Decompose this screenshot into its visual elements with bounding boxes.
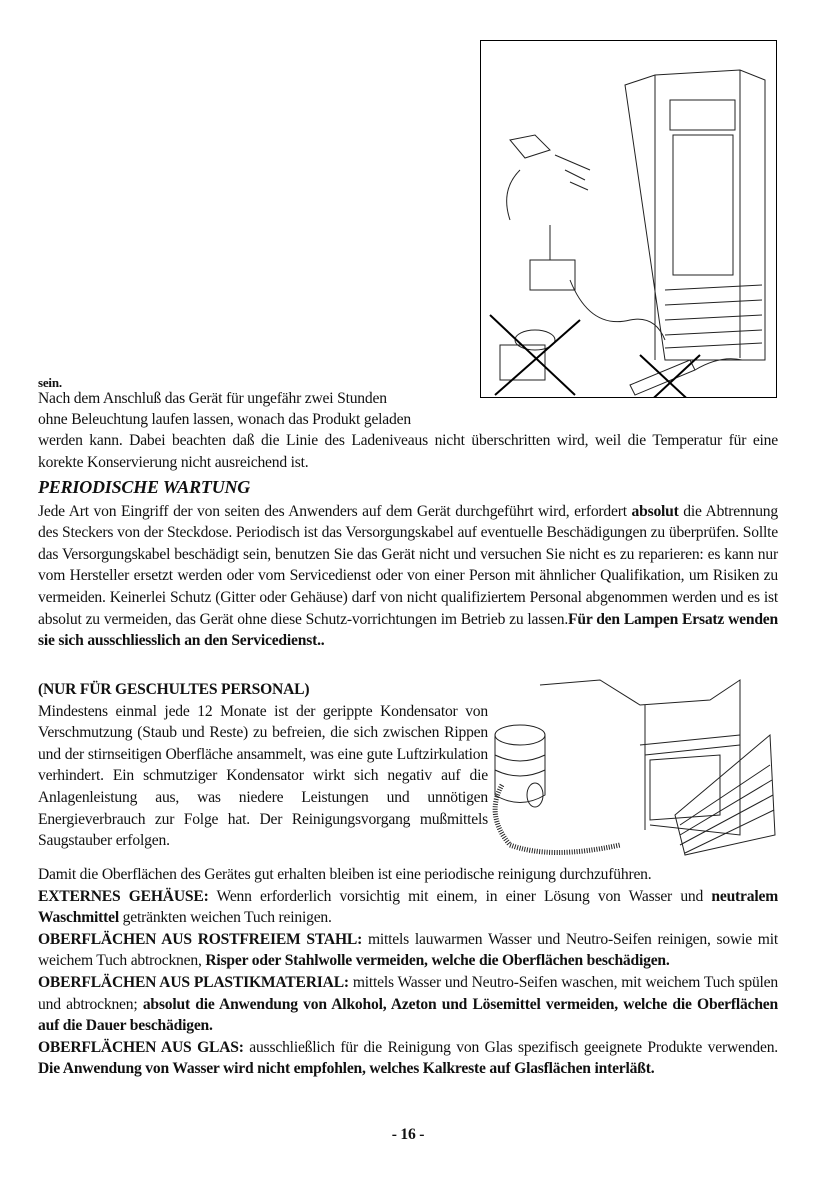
steel-label: OBERFLÄCHEN AUS ROSTFREIEM STAHL:: [38, 930, 363, 948]
cleaning-external: [38, 886, 778, 929]
intro-overlap: sein.: [38, 375, 62, 390]
maintenance-section: [38, 477, 778, 652]
trained-text: Mindestens einmal jede 12 Monate ist der gerippte Kondensator von Verschmutzung (Staub und Reste) zu befreien, die sich zwischen Rippen und der stirnseitigen Oberfläche ansammelt, was eine gute Luftzirkulation verhindert. Ein schmutziger Kondensator wirkt sich negativ auf die Anlagenleistung aus, was niedere Leistungen und unnötigen Energieverbrauch zur Folge hat. Der Reinigungsvorgang mußmittels Saugstauber erfolgen.: [38, 702, 488, 850]
maintenance-paragraph: [38, 501, 778, 652]
plastic-bold: absolut die Anwendung von Alkohol, Azeton und Lösemittel vermeiden, welche die Oberflächen auf die Dauer beschädigen.: [38, 995, 778, 1035]
plastic-label: OBERFLÄCHEN AUS PLASTIKMATERIAL:: [38, 973, 349, 991]
steel-bold: Risper oder Stahlwolle vermeiden, welche die Oberflächen beschädigen.: [205, 952, 670, 970]
glass-text: ausschließlich für die Reinigung von Glas spezifisch geeignete Produkte verwenden.: [243, 1038, 778, 1056]
external-text-2: getränkten weichen Tuch reinigen.: [118, 909, 332, 927]
cleaning-glass: [38, 1037, 778, 1080]
maintenance-text-2: die Abtrennung des Steckers von der Steckdose. Periodisch ist das Versorgungskabel auf eventuelle Beschädigungen zu überprüfen. Sollte das Versorgungskabel beschädigt sein, benutzen Sie das Gerät nicht und versuchen Sie nicht es zu reparieren: es kann nur vom Hersteller ersetzt werden oder vom Servicedienst oder von einer Person mit ähnlicher Qualifikation, um Risiken zu vermeiden. Keinerlei Schutz (Gitter oder Gehäuse) darf von nicht qualifiziertem Personal abgenommen werden und es ist absolut zu vermeiden, das Gerät ohne diese Schutz-vorrichtungen im Betrieb zu lassen.: [38, 502, 779, 628]
condenser-vacuum-illustration: [490, 675, 780, 865]
glass-bold: Die Anwendung von Wasser wird nicht empfohlen, welches Kalkreste auf Glasflächen interläßt.: [38, 1060, 655, 1078]
page-number: - 16 -: [391, 1126, 425, 1143]
trained-section: [38, 679, 488, 852]
external-label: EXTERNES GEHÄUSE:: [38, 887, 209, 905]
cleaning-intro: Damit die Oberflächen des Gerätes gut erhalten bleiben ist eine periodische reinigung durchzuführen.: [38, 866, 652, 883]
steel-text: mittels lauwarmen Wasser und Neutro-Seifen reinigen, sowie mit weichem Tuch abtrocknen,: [38, 930, 778, 970]
fridge-plug-illustration: [480, 40, 777, 398]
intro-text: werden kann. Dabei beachten daß die Linie des Ladeniveaus nicht überschritten wird, weil die Temperatur für eine korekte Konservierung nicht ausreichend ist.: [38, 432, 778, 471]
external-bold: neutralem Waschmittel: [38, 887, 778, 927]
cleaning-steel: [38, 929, 778, 972]
intro-line1: Nach dem Anschluß das Gerät für ungefähr zwei Stunden: [38, 390, 387, 407]
maintenance-text-1: Jede Art von Eingriff der von seiten des Anwenders auf dem Gerät durchgeführt wird, erfordert: [38, 502, 632, 520]
cleaning-section: [38, 864, 778, 1080]
external-text: Wenn erforderlich vorsichtig mit einem, in einer Lösung von Wasser und: [208, 887, 712, 905]
maintenance-bold-1: absolut: [631, 502, 679, 520]
plastic-text: mittels Wasser und Neutro-Seifen waschen, mit weichem Tuch spülen und abtrocknen;: [38, 973, 778, 1013]
trained-heading: (NUR FÜR GESCHULTES PERSONAL): [38, 681, 310, 698]
glass-label: OBERFLÄCHEN AUS GLAS:: [38, 1038, 244, 1056]
cleaning-plastic: [38, 972, 778, 1037]
maintenance-bold-2: Für den Lampen Ersatz wenden sie sich ausschliesslich an den Servicedienst..: [38, 610, 778, 650]
maintenance-heading: PERIODISCHE WARTUNG: [38, 477, 251, 497]
intro-line2: ohne Beleuchtung laufen lassen, wonach das Produkt geladen: [38, 411, 411, 428]
